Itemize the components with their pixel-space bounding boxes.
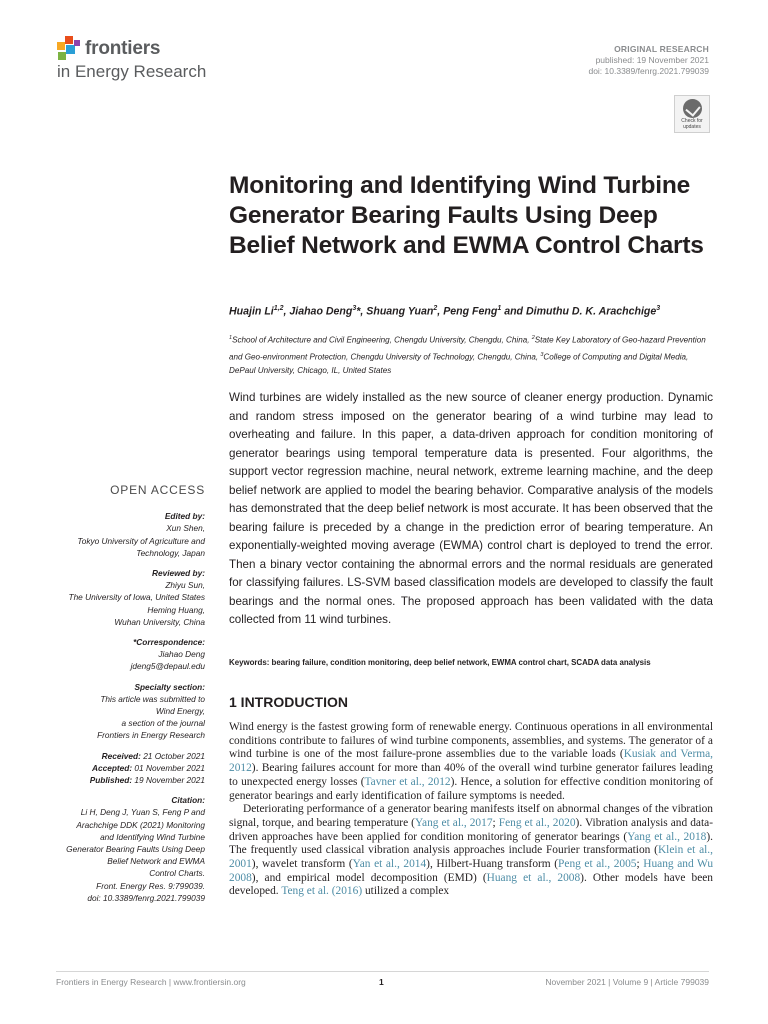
sidebar-value[interactable]: doi: 10.3389/fenrg.2021.799039 [87, 892, 205, 903]
paragraph-text: ). Hence, a solution for effective condition monitoring of generator bearings and early identification of failure symptoms is needed. [229, 775, 714, 802]
article-sidebar [40, 484, 205, 912]
sidebar-date-value: 01 November 2021 [134, 762, 205, 773]
author-affil-ref: 2 [433, 305, 438, 312]
sidebar-value: Generator Bearing Faults Using Deep [66, 844, 205, 855]
citation-link[interactable]: Teng et al. (2016) [281, 885, 363, 898]
author-name[interactable]: Huajin Li [229, 305, 274, 318]
sidebar-value: Belief Network and EWMA [107, 856, 205, 867]
sidebar-label: *Correspondence: [133, 637, 205, 648]
paragraph-text: Deteriorating performance of a generator bearing manifests itself on abnormal changes of the vibration signal, torque, and bearing temperature ( [229, 803, 713, 829]
citation-link[interactable]: Huang et al., 2008 [486, 871, 581, 884]
author-name[interactable]: Shuang Yuan [366, 305, 434, 318]
sidebar-value: The University of Iowa, United States [68, 592, 205, 603]
author-affil-ref: 1 [497, 305, 502, 312]
paragraph-text: ; [636, 858, 644, 871]
sidebar-value: Jiahao Deng [158, 649, 205, 660]
sidebar-label: Edited by: [164, 511, 205, 522]
published-date: published: 19 November 2021 [595, 55, 709, 65]
sidebar-value: Wind Energy, [155, 706, 205, 717]
author-separator: , [283, 305, 290, 318]
paragraph-text: ). The frequently used classical vibration analysis approaches include Fourier transformation ( [229, 830, 713, 857]
paragraph-text: ), wavelet transform ( [251, 858, 353, 871]
paragraph-text: ), and empirical model decomposition (EMD) ( [251, 871, 487, 884]
author-name[interactable]: Dimuthu D. K. Arachchige [525, 305, 657, 318]
author-separator: *, [356, 305, 367, 318]
sidebar-block [40, 636, 205, 673]
sidebar-value: This article was submitted to [100, 693, 205, 704]
citation-link[interactable]: Peng et al., 2005 [558, 858, 637, 871]
footer-issue: November 2021 | Volume 9 | Article 799039 [545, 977, 709, 987]
citation-link[interactable]: Yang et al., 2017 [414, 816, 493, 829]
sidebar-block [40, 681, 205, 742]
sidebar-block [40, 567, 205, 628]
check-updates-label: Check for updates [681, 118, 703, 130]
sidebar-date-value: 21 October 2021 [143, 750, 205, 761]
article-title: Monitoring and Identifying Wind Turbine Generator Bearing Faults Using Deep Belief Network and EWMA Control Charts [229, 172, 704, 259]
paragraph-text: ). Bearing failures account for more than 40% of the overall wind turbine generator failures leading to unexpected energy losses ( [229, 762, 713, 788]
affil-text: College of Computing and Digital Media, DePaul University, Chicago, IL, United States [229, 352, 689, 376]
frontiers-logo-icon [56, 36, 82, 62]
affiliations [229, 331, 713, 378]
logo-journal-name: in Energy Research [57, 62, 207, 81]
affil-text: School of Architecture and Civil Engineering, Chengdu University, Chengdu, China, [232, 335, 532, 345]
page-number: 1 [379, 977, 384, 987]
sidebar-value: Control Charts. [149, 868, 205, 879]
check-for-updates-badge[interactable] [674, 95, 710, 133]
citation-link[interactable]: Yan et al., 2014 [352, 858, 427, 871]
sidebar-value: Li H, Deng J, Yuan S, Feng P and [80, 807, 205, 818]
sidebar-date-label: Accepted: [92, 762, 135, 773]
sidebar-value: and Identifying Wind Turbine [100, 831, 205, 842]
citation-link[interactable]: Huang and Wu 2008 [229, 858, 714, 884]
sidebar-block [40, 750, 205, 787]
sidebar-block [40, 794, 205, 904]
paragraph-text: ). Vibration analysis and data-driven approaches have been applied for condition monitoring of generator bearings ( [229, 816, 713, 843]
abstract: Wind turbines are widely installed as the new source of cleaner energy production. Dynamic and random stress imposed on the generator bearing of a wind turbine may lead to overheating and failure. In this paper, a data-driven approach for condition monitoring of generator bearings using temporal temperature data is presented. Four algorithms, the support vector regression machine, neural network, extreme learning machine, and the deep belief network are applied to model the bearing behavior. Comparative analysis of the models has demonstrated that the deep belief network is most accurate. It has been observed that the bearing failure is preceded by a change in the prediction error of bearing temperature. An exponentially-weighted moving average (EWMA) control chart is deployed to trend the error. Then a binary vector containing the abnormal errors and the normal residuals are generated for classifying failures. LS-SVM based classification models are developed to classify the fault bearings and the normal ones. The proposed approach has been validated with the data collected from 11 wind turbines. [229, 391, 713, 626]
logo-wordmark: frontiers [85, 38, 161, 59]
article-doi[interactable]: doi: 10.3389/fenrg.2021.799039 [588, 66, 709, 76]
affil-ref: 3 [540, 351, 544, 358]
article-type: ORIGINAL RESEARCH [614, 44, 709, 54]
author-affil-ref: 3 [352, 305, 357, 312]
sidebar-date-row [40, 750, 205, 762]
sidebar-date-label: Published: [89, 775, 135, 786]
check-icon [683, 99, 702, 118]
paragraph-text: ). Other models have been developed. [229, 871, 713, 898]
sidebar-value: Tokyo University of Agriculture and [77, 535, 205, 546]
sidebar-date-label: Received: [101, 750, 144, 761]
paragraph-text: ; [492, 816, 499, 829]
introduction-body [229, 721, 713, 899]
affil-ref: 1 [229, 335, 233, 341]
sidebar-label: Reviewed by: [151, 568, 205, 579]
author-name[interactable]: Jiahao Deng [289, 305, 353, 318]
citation-link[interactable]: Yang et al., 2018 [627, 830, 707, 843]
sidebar-date-value: 19 November 2021 [134, 775, 205, 786]
article-meta [588, 44, 709, 77]
sidebar-value: Xun Shen, [166, 523, 205, 534]
sidebar-value: Heming Huang, [147, 604, 205, 615]
page-footer [56, 971, 709, 987]
affil-text: State Key Laboratory of Geo-hazard Prevention and Geo-environment Protection, Chengdu University of Technology, Chengdu, China, [229, 335, 706, 362]
citation-link[interactable]: Kusiak and Verma, 2012 [229, 748, 714, 775]
affil-ref: 2 [531, 335, 535, 341]
sidebar-date-row [40, 774, 205, 786]
paragraph [229, 803, 713, 899]
author-affil-ref: 3 [656, 305, 661, 312]
footer-journal[interactable]: Frontiers in Energy Research | www.frontiersin.org [56, 977, 246, 987]
author-separator: and [501, 305, 526, 318]
citation-link[interactable]: Feng et al., 2020 [498, 816, 576, 829]
sidebar-value[interactable]: jdeng5@depaul.edu [130, 661, 205, 672]
section-heading: 1 INTRODUCTION [229, 694, 348, 710]
sidebar-value: Frontiers in Energy Research [97, 730, 205, 741]
sidebar-label: Citation: [171, 795, 205, 806]
sidebar-value: Arachchige DDK (2021) Monitoring [76, 819, 205, 830]
author-separator: , [437, 305, 444, 318]
paragraph-text: utilized a complex [362, 885, 450, 898]
sidebar-value: a section of the journal [121, 718, 205, 729]
author-name[interactable]: Peng Feng [443, 305, 498, 318]
citation-link[interactable]: Klein et al., 2001 [229, 844, 713, 871]
open-access-label: OPEN ACCESS [110, 483, 205, 497]
journal-logo[interactable] [56, 34, 296, 84]
sidebar-block [40, 510, 205, 559]
paragraph-text: Wind energy is the fastest growing form of renewable energy. Continuous operations in all environmental conditions contribute to failures of wind turbine components, assemblies, and systems. The generator of a wind turbine is one of the most failure-prone assemblies due to the variable loads ( [229, 721, 713, 761]
paragraph-text: ), Hilbert-Huang transform ( [426, 858, 559, 871]
sidebar-value: Zhiyu Sun, [165, 580, 205, 591]
author-list [229, 305, 719, 318]
sidebar-value: Technology, Japan [136, 547, 205, 558]
sidebar-value: Wuhan University, China [114, 616, 205, 627]
sidebar-date-row [40, 762, 205, 774]
sidebar-value: Front. Energy Res. 9:799039. [96, 880, 205, 891]
sidebar-label: Specialty section: [134, 681, 205, 692]
citation-link[interactable]: Tavner et al., 2012 [364, 775, 451, 788]
author-affil-ref: 1,2 [273, 305, 284, 312]
keywords: Keywords: bearing failure, condition monitoring, deep belief network, EWMA control chart, SCADA data analysis [229, 658, 651, 667]
paragraph [229, 721, 713, 803]
